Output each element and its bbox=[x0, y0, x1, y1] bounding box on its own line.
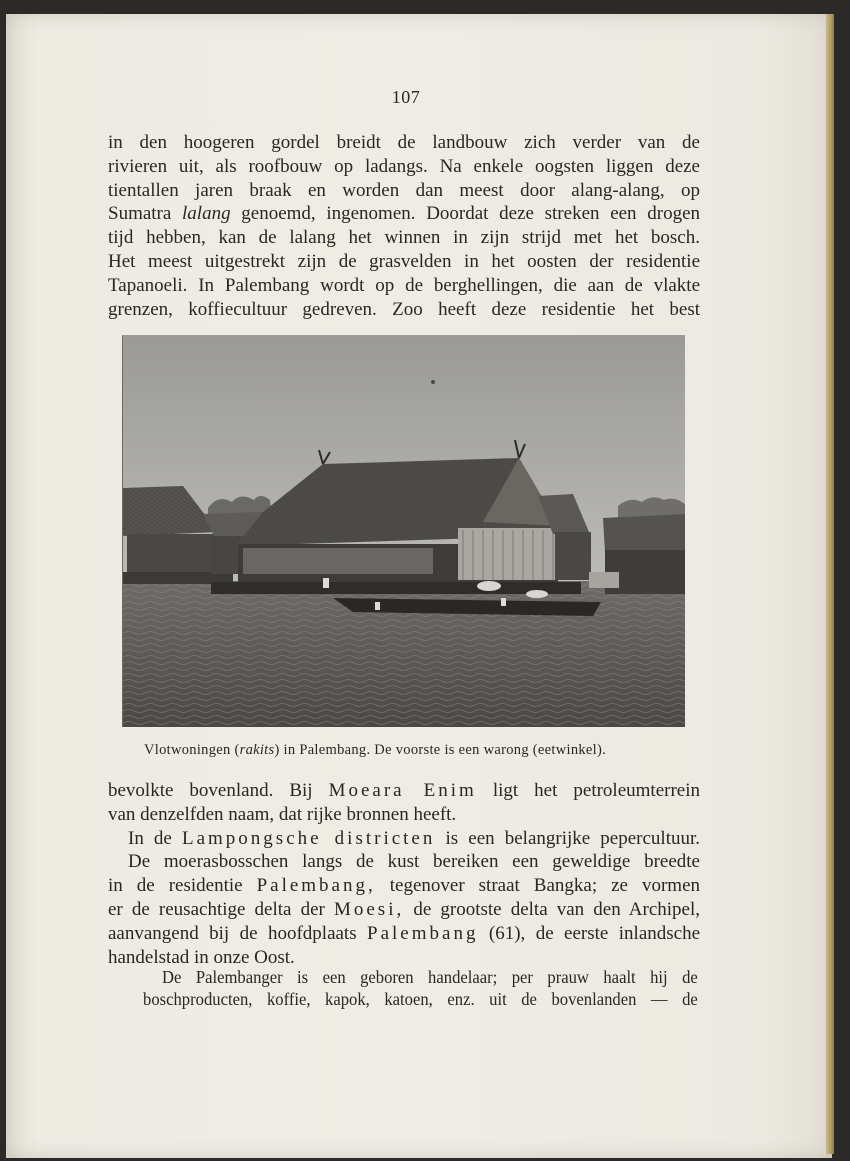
spaced-placename: Palembang bbox=[367, 922, 479, 944]
photo-raft bbox=[211, 582, 581, 594]
text-segment: De Palembanger is een geboren handelaar; per prauw haalt hij de bbox=[162, 967, 698, 987]
paragraph-3 bbox=[143, 966, 698, 1010]
photo-umbrella bbox=[477, 581, 501, 591]
photo-illustration bbox=[123, 336, 685, 727]
text-line: tientallen jaren braak en worden dan meest door alang-alang, op bbox=[108, 179, 700, 201]
text-line bbox=[108, 898, 700, 922]
italic-term: lalang bbox=[182, 203, 231, 225]
text-line: in den hoogeren gordel breidt de landbouw zich verder van de bbox=[108, 132, 700, 153]
text-segment: aanvangend bij de hoofdplaats bbox=[108, 922, 357, 944]
text-segment: ligt het petroleumterrein bbox=[492, 780, 700, 801]
spaced-placename: Lampongsche districten bbox=[181, 827, 436, 849]
text-line: Tapanoeli. In Palembang wordt op de berghellingen, die aan de vlakte bbox=[108, 274, 700, 296]
text-segment: (61), de eerste inlandsche bbox=[488, 922, 701, 944]
text-line bbox=[108, 850, 700, 874]
text-line: rivieren uit, als roofbouw op ladangs. Na enkele oogsten liggen deze bbox=[108, 155, 700, 177]
text-segment: In de bbox=[128, 827, 172, 849]
caption-italic: rakits bbox=[239, 742, 275, 758]
caption-text: ) in Palembang. De voorste is een warong (eetwinkel). bbox=[274, 742, 607, 758]
text-line: boschproducten, koffie, kapok, katoen, enz. uit de bovenlanden — de bbox=[143, 989, 698, 1009]
caption-text: Vlotwoningen ( bbox=[144, 742, 240, 758]
text-line: Het meest uitgestrekt zijn de grasvelden in het oosten der residentie bbox=[108, 250, 700, 272]
text-segment: is een belangrijke pepercultuur. bbox=[445, 827, 701, 849]
photo-right-roof bbox=[603, 514, 685, 552]
text-segment: de grootste delta van den Archipel, bbox=[413, 898, 701, 920]
text-line bbox=[143, 966, 698, 988]
spaced-placename: Moeara Enim bbox=[328, 780, 477, 801]
text-line: handelstad in onze Oost. bbox=[108, 946, 295, 968]
text-segment: De moerasbosschen langs de kust bereiken een geweldige breedte bbox=[128, 851, 700, 873]
text-line: tijd hebben, kan de lalang het winnen in zijn strijd met het bosch. bbox=[108, 227, 700, 249]
spaced-placename: Palembang, bbox=[256, 875, 376, 897]
figure-caption bbox=[144, 742, 672, 759]
text-segment: er de reusachtige delta der bbox=[108, 898, 325, 920]
paragraph-1 bbox=[108, 131, 700, 320]
photograph-raft-houses bbox=[122, 335, 685, 727]
text-segment: Sumatra bbox=[108, 203, 172, 225]
text-line: van denzelfden naam, dat rijke bronnen heeft. bbox=[108, 803, 457, 825]
text-line bbox=[108, 874, 700, 898]
paragraph-2 bbox=[108, 779, 701, 968]
text-line bbox=[108, 827, 700, 851]
text-line bbox=[108, 779, 700, 803]
text-segment: in de residentie bbox=[108, 875, 243, 897]
text-segment: tegenover straat Bangka; ze vormen bbox=[389, 875, 700, 897]
text-line bbox=[108, 922, 700, 946]
text-segment: genoemd, ingenomen. Doordat deze streken een drogen bbox=[241, 203, 700, 225]
photo-left-house bbox=[127, 534, 219, 578]
text-segment: bevolkte bovenland. Bij bbox=[108, 780, 313, 801]
text-line bbox=[108, 202, 700, 226]
page-edge bbox=[826, 14, 834, 1154]
spaced-placename: Moesi, bbox=[333, 898, 405, 920]
text-line: grenzen, koffiecultuur gedreven. Zoo heeft deze residentie het best bbox=[108, 298, 700, 320]
page-number: 107 bbox=[391, 87, 421, 107]
